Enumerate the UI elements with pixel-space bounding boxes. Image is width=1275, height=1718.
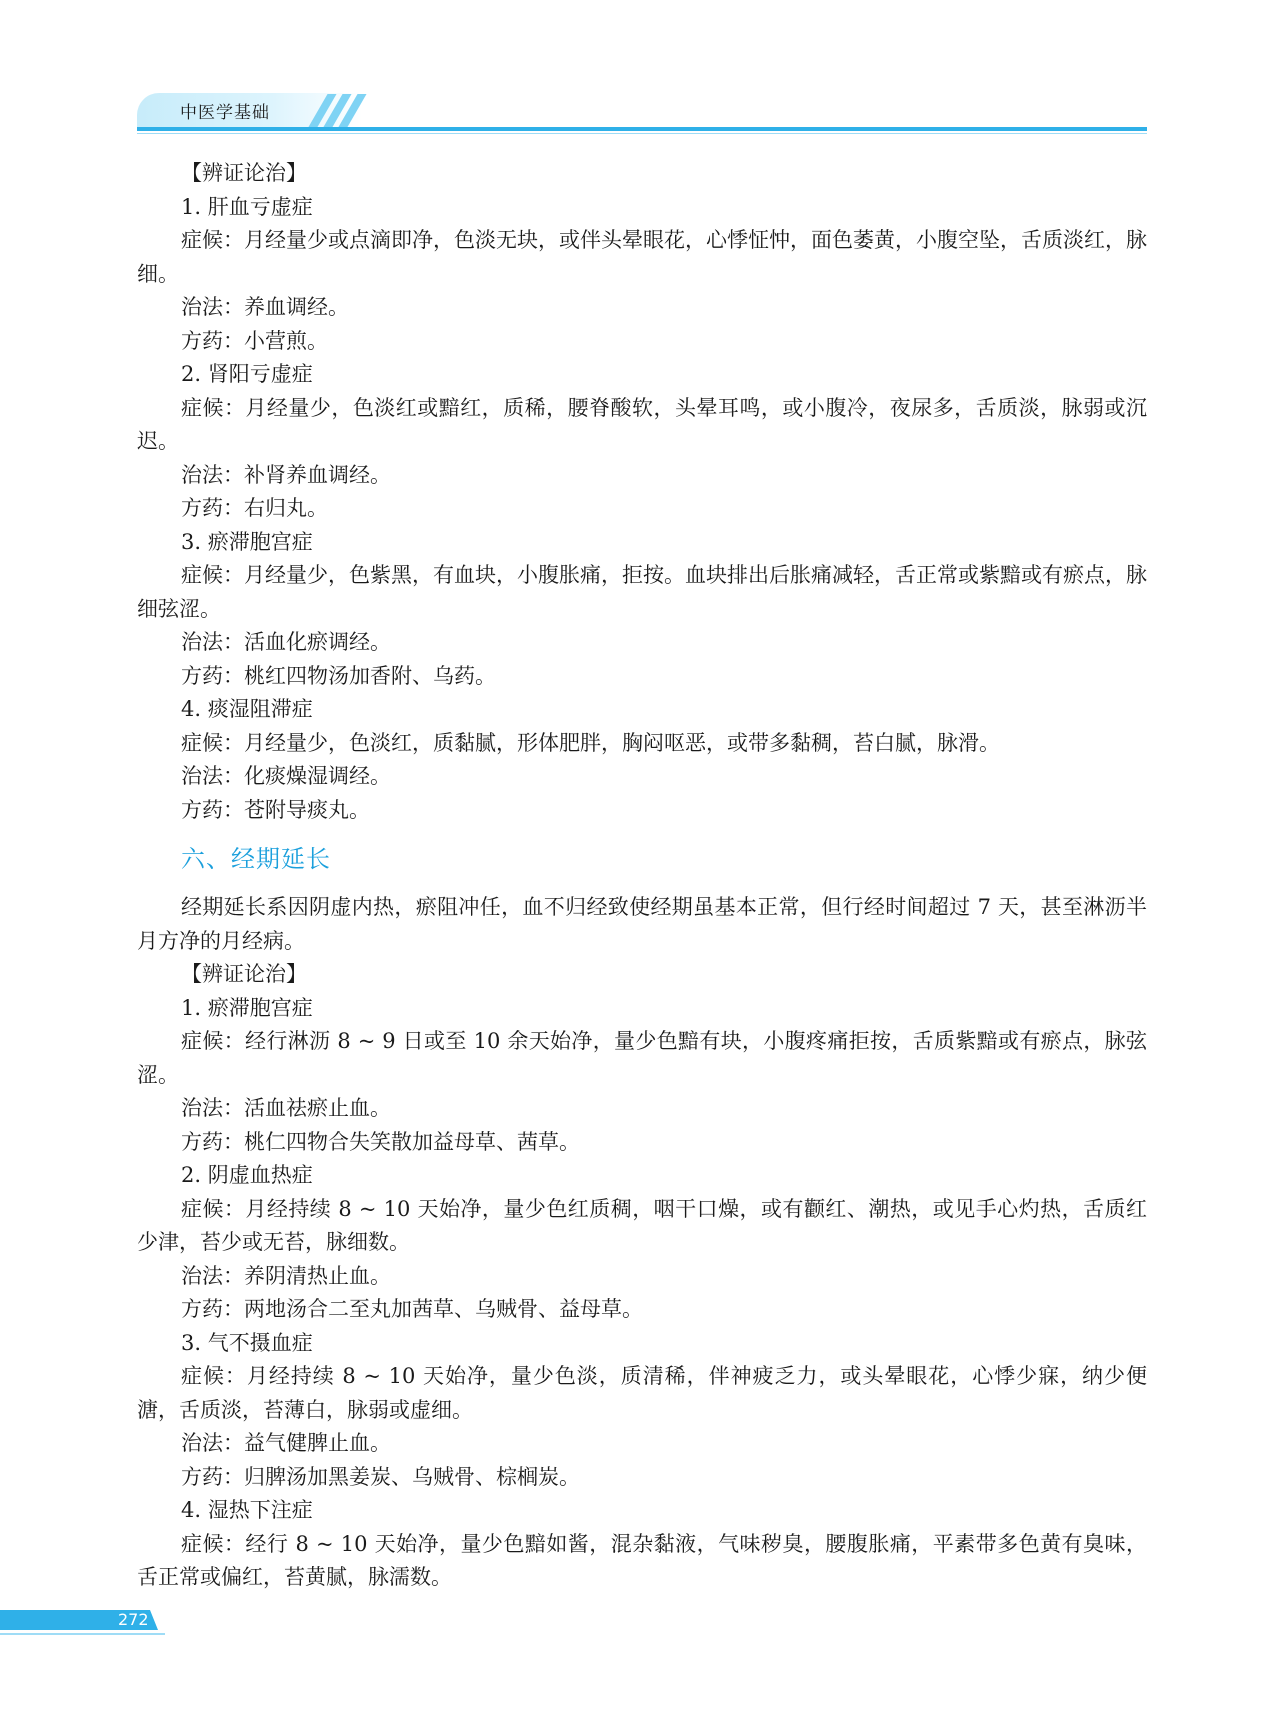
syndrome-title: 1. 肝血亏虚症 [181,194,313,219]
syndrome-title: 1. 瘀滞胞宫症 [181,995,313,1020]
symptom-paragraph: 症候：经行 8 ~ 10 天始净，量少色黯如酱，混杂黏液，气味秽臭，腰腹胀痛，平素带多色黄有臭味，舌正常或偏红，苔黄腻，脉濡数。 [137,1531,1147,1589]
symptom-paragraph: 症候：月经持续 8 ~ 10 天始净，量少色淡，质清稀，伴神疲乏力，或头晕眼花，心悸少寐，纳少便溏，舌质淡，苔薄白，脉弱或虚细。 [137,1364,1147,1422]
symptom-paragraph: 症候：月经量少，色紫黑，有血块，小腹胀痛，拒按。血块排出后胀痛减轻，舌正常或紫黯或有瘀点，脉细弦涩。 [137,563,1147,621]
syndrome-title: 4. 痰湿阻滞症 [181,697,313,721]
treatment-method: 治法：活血祛瘀止血。 [181,1096,391,1120]
symptom-paragraph: 症候：经行淋沥 8 ~ 9 日或至 10 余天始净，量少色黯有块，小腹疼痛拒按，舌质紫黯或有瘀点，脉弦涩。 [137,1029,1147,1087]
symptom-paragraph: 症候：月经持续 8 ~ 10 天始净，量少色红质稠，咽干口燥，或有颧红、潮热，或见手心灼热，舌质红少津，苔少或无苔，脉细数。 [137,1196,1147,1254]
section-label: 【辨证论治】 [181,962,307,986]
symptom-paragraph: 症候：月经量少，色淡红或黯红，质稀，腰脊酸软，头晕耳鸣，或小腹冷，夜尿多，舌质淡，脉弱或沉迟。 [137,395,1147,453]
treatment-method: 治法：活血化瘀调经。 [181,630,391,654]
book-title: 中医学基础 [180,103,270,123]
formula: 方药：桃仁四物合失笑散加益母草、茜草。 [181,1129,580,1154]
treatment-method: 治法：益气健脾止血。 [181,1431,391,1455]
page-number: 272 [118,1610,149,1629]
formula: 方药：两地汤合二至丸加茜草、乌贼骨、益母草。 [181,1297,643,1321]
intro-paragraph: 经期延长系因阴虚内热，瘀阻冲任，血不归经致使经期虽基本正常，但行经时间超过 7 天，甚至淋沥半月方净的月经病。 [137,895,1147,953]
syndrome-title: 3. 瘀滞胞宫症 [181,529,313,554]
formula: 方药：小营煎。 [181,328,328,353]
formula: 方药：苍附导痰丸。 [181,797,370,822]
symptom-paragraph: 症候：月经量少或点滴即净，色淡无块，或伴头晕眼花，心悸怔忡，面色萎黄，小腹空坠，舌质淡红，脉细。 [137,228,1147,286]
syndrome-title: 2. 肾阳亏虚症 [181,362,313,386]
section-heading: 六、经期延长 [181,845,331,873]
page-header [0,0,1275,140]
header-rule-thin [137,133,1147,134]
formula: 方药：右归丸。 [181,496,328,520]
treatment-method: 治法：养阴清热止血。 [181,1263,391,1288]
page-footer [0,1600,1275,1640]
formula: 方药：归脾汤加黑姜炭、乌贼骨、棕榈炭。 [181,1464,580,1489]
syndrome-title: 3. 气不摄血症 [181,1330,313,1355]
formula: 方药：桃红四物汤加香附、乌药。 [181,663,496,688]
section-label: 【辨证论治】 [181,161,307,185]
treatment-method: 治法：养血调经。 [181,295,349,319]
treatment-method: 治法：化痰燥湿调经。 [181,764,391,788]
symptom-paragraph: 症候：月经量少，色淡红，质黏腻，形体肥胖，胸闷呕恶，或带多黏稠，苔白腻，脉滑。 [181,730,1000,755]
header-rule [137,127,1147,131]
page-body [137,157,1147,1595]
treatment-method: 治法：补肾养血调经。 [181,462,391,487]
syndrome-title: 2. 阴虚血热症 [181,1163,313,1187]
footer-rule [0,1633,165,1635]
syndrome-title: 4. 湿热下注症 [181,1498,313,1522]
